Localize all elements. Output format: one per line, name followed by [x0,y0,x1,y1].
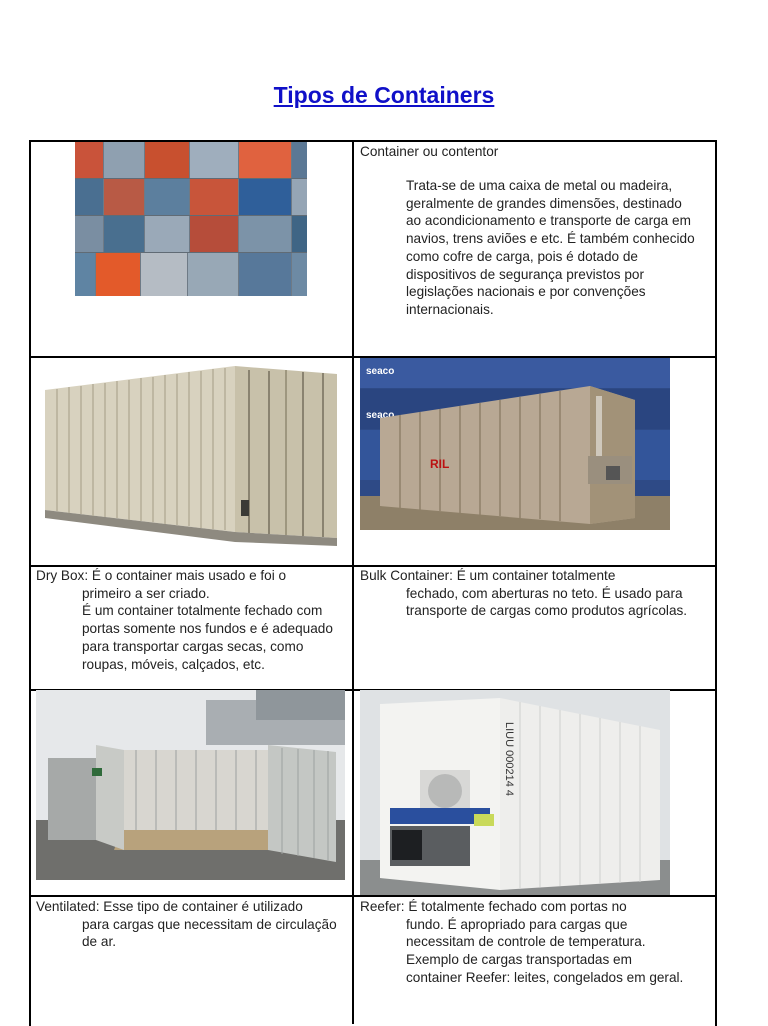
stacked-containers-photo [75,142,307,296]
intro-body: Trata-se de uma caixa de metal ou madeira, geralmente de grandes dimensões, destinado ao acondicionamento e transporte de carga em navios, trens aviões e etc. É também conhecido como cofre de carga, pois é dotado de dispositivos de segurança previstos por legislações nacionais e por convenções internacionais. [406,178,695,317]
reefer-lead: Reefer: É totalmente fechado com portas no [360,899,627,914]
ventilated-lead: Ventilated: Esse tipo de container é utilizado [36,899,303,914]
reefer-container-photo [360,690,670,895]
bulk-container-rest: fechado, com aberturas no teto. É usado para transporte de cargas como produtos agrícolas. [406,585,688,619]
seaco-logo-top: seaco [366,366,395,377]
dry-box-extra: É um container totalmente fechado com portas somente nos fundos e é adequado para transportar cargas secas, como roupas, móveis, calçados, etc. [82,603,333,672]
bulk-container-mark: RIL [430,457,450,471]
dry-box-rest: primeiro a ser criado. [82,585,210,601]
ventilated-rest: para cargas que necessitam de circulação de ar. [82,916,337,950]
intro-heading: Container ou contentor [360,144,499,159]
dry-box-lead: Dry Box: É o container mais usado e foi o [36,568,287,583]
ventilated-container-photo [36,690,345,880]
bulk-container-photo [360,358,670,530]
dry-box-photo [37,360,342,558]
table-divider-row4 [29,895,715,897]
reefer-rest: fundo. É apropriado para cargas que necessitam de controle de temperatura. Exemplo de cargas transportadas em container Reefer: leites, congelados em geral. [406,916,684,985]
bulk-container-lead: Bulk Container: É um container totalmente [360,568,616,583]
seaco-logo-mid: seaco [366,410,395,421]
table-divider-vertical [352,140,354,1024]
reefer-container-code: LIUU 000214 4 [503,722,515,796]
page-title: Tipos de Containers [273,82,495,108]
